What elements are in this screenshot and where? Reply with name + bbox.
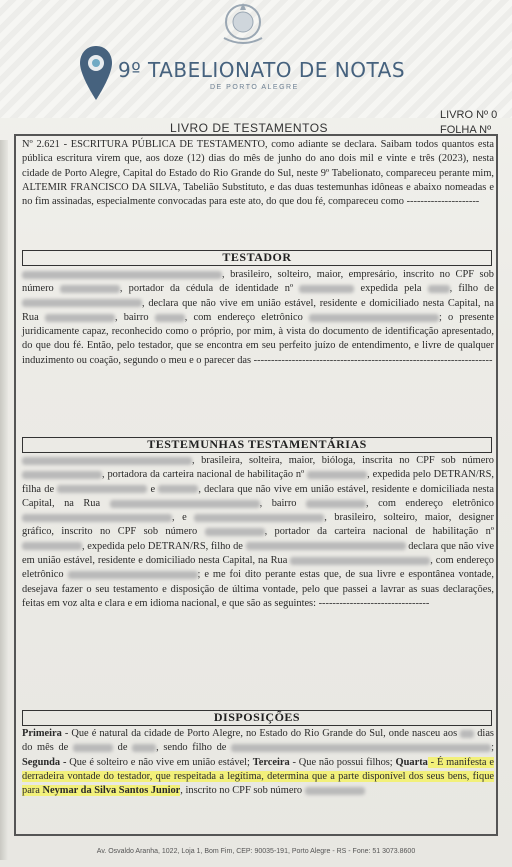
primeira-label: Primeira: [22, 728, 62, 739]
redacted-cpf: [205, 528, 265, 536]
redacted-year: [132, 744, 156, 752]
redacted-cpf: [60, 285, 120, 293]
redacted-name: [194, 514, 324, 522]
redacted-email: [68, 571, 198, 579]
redacted-parents: [246, 542, 406, 550]
intro-paragraph: Nº 2.621 - ESCRITURA PÚBLICA DE TESTAMENTO, como adiante se declara. Saibam todos quantos esta pública escritura virem que, aos doze (12) dias do mês de junho do ano dois mil e vinte e três (2023), nesta cidade de Porto Alegre, Capital do Estado do Rio Grande do Sul, neste 9º Tabelionato, compareceu perante mim, ALTEMIR FRANCISCO DA SILVA, Tabelião Substituto, e das duas testemunhas idôneas e abaixo nomeadas e no fim assinadas, especialmente convocadas para este ato, do que dou fé, compareceu como ---------------------: [22, 139, 494, 208]
heir-name: Neymar da Silva Santos Junior: [42, 785, 181, 797]
redacted-license: [22, 542, 82, 550]
redacted-street: [45, 314, 115, 322]
redacted-month: [73, 744, 113, 752]
folha-number: FOLHA Nº: [440, 124, 492, 136]
redacted-neighborhood: [306, 500, 366, 508]
redacted-email: [309, 314, 439, 322]
footer-address: Av. Osvaldo Aranha, 1022, Loja 1, Bom Fim, CEP: 90035-191, Porto Alegre - RS - Fone: 51 3073.8600: [96, 848, 416, 855]
book-title: LIVRO DE TESTAMENTOS: [170, 121, 329, 135]
redacted-parents: [22, 299, 142, 307]
redacted-issuer: [428, 285, 450, 293]
redacted-parent: [57, 485, 147, 493]
redacted-cpf: [22, 471, 102, 479]
redacted-license: [307, 471, 367, 479]
testador-paragraph: , brasileiro, solteiro, maior, empresário, inscrito no CPF sob número , portador da cédula de identidade nº expedida pela , filho de , declara que não vive em união estável, residente e domiciliado nesta Capital, na Rua , bairro , com endereço eletrônico ; o presente juridicamente capaz, reconhecido como o próprio, por mim, à vista do documento de identificação apresentado, do que dou fé. Então, pelo testador, que se encontra em seu perfeito juízo de entendimento, e livre de qualquer induzimento ou coação, segundo o meu e o parecer das ---------------------------------------------------------------------: [22, 269, 494, 366]
highlighted-bequest: - É manifesta e derradeira vontade do testador, que respeitada a legítima, determina que a parte disponível dos seus bens, fique para Neymar da Silva Santos Junior: [22, 756, 494, 797]
location-pin-logo-icon: [78, 44, 114, 102]
notary-office-city: DE PORTO ALEGRE: [210, 84, 299, 91]
redacted-email: [22, 514, 172, 522]
book-number: LIVRO Nº 0: [440, 109, 498, 121]
coat-of-arms-icon: [214, 0, 272, 48]
redacted-name: [22, 271, 222, 279]
redacted-id: [299, 285, 354, 293]
redacted-parent: [158, 485, 198, 493]
section-testador: TESTADOR: [22, 250, 492, 266]
redacted-street: [110, 500, 260, 508]
section-disposicoes: DISPOSIÇÕES: [22, 710, 492, 726]
redacted-cpf: [305, 787, 365, 795]
page-shadow: [0, 140, 8, 860]
testemunhas-paragraph: , brasileira, solteira, maior, bióloga, inscrita no CPF sob número , portadora da carteira nacional de habilitação nº , expedida pelo DETRAN/RS, filha de e , declara que não vive em união estável, residente e domiciliada nesta Capital, na Rua , bairro , com endereço eletrônico , e , brasileiro, solteiro, maior, designer gráfico, inscrito no CPF sob número , portador da carteira nacional de habilitação nº , expedida pelo DETRAN/RS, filho de declara que não vive em união estável, residente e domiciliado nesta Capital, na Rua , com endereço eletrônico ; e me foi dito perante estas que, de sua livre e espontânea vontade, desejava fazer o seu testamento e disposição de última vontade, pelo que passei a lavrar as suas declarações, feitas em voz alta e clara e em idioma nacional, e que são as seguintes: --------------------------------: [22, 455, 494, 609]
disposicoes-paragraph: Primeira - Que é natural da cidade de Porto Alegre, no Estado do Rio Grande do Sul, onde nasceu aos dias do mês de de , sendo filho de ; Segunda - Que é solteiro e não vive em união estável; Terceira - Que não possui filhos; Quarta - É manifesta e derradeira vontade do testador, que respeitada a legítima, determina que a parte disponível dos seus bens, fique para Neymar da Silva Santos Junior, inscrito no CPF sob número: [22, 728, 494, 797]
terceira-label: Terceira: [252, 756, 290, 768]
quarta-label: Quarta: [395, 756, 428, 768]
section-testemunhas: TESTEMUNHAS TESTAMENTÁRIAS: [22, 437, 492, 453]
segunda-label: Segunda -: [22, 756, 67, 768]
redacted-name: [22, 457, 192, 465]
redacted-street: [290, 557, 430, 565]
redacted-parents: [231, 744, 491, 752]
redacted-neighborhood: [155, 314, 185, 322]
notary-office-name: 9º TABELIONATO DE NOTAS: [118, 58, 406, 82]
redacted-day: [460, 730, 474, 738]
